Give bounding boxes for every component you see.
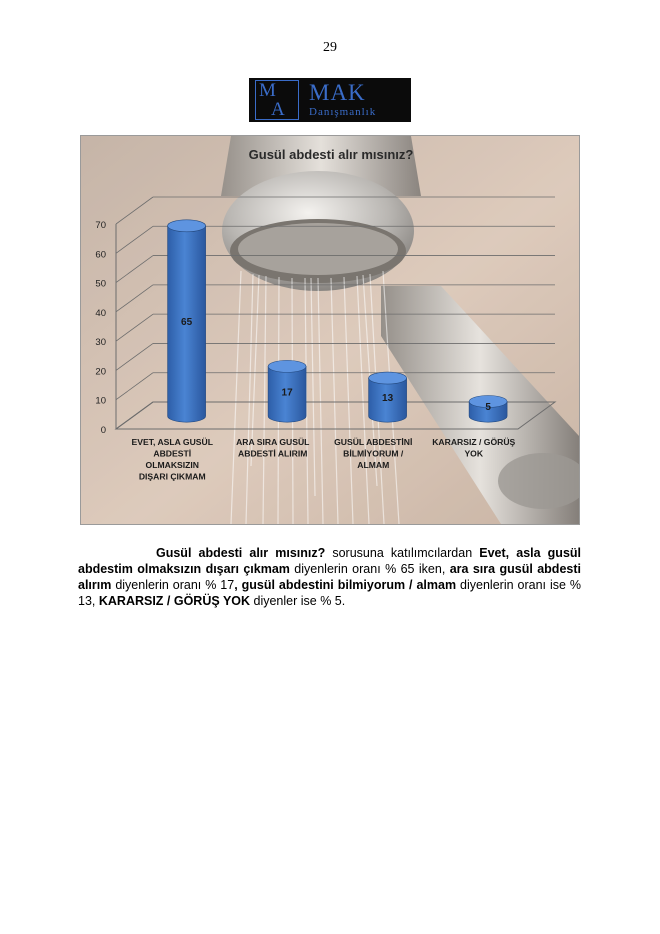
x-category-label: ABDESTİ ALIRIM	[238, 448, 308, 459]
bar	[268, 360, 306, 422]
chart	[80, 135, 580, 525]
page-number: 29	[323, 40, 337, 55]
bar-top	[168, 220, 206, 232]
bar-data-label: 17	[281, 387, 293, 399]
paragraph-segment: , gusül abdestini bilmiyorum / almam	[234, 578, 457, 592]
bar-top	[268, 360, 306, 372]
logo-mark	[255, 80, 299, 120]
x-category-label: KARARSIZ / GÖRÜŞ	[432, 437, 516, 447]
x-category-label: BİLMİYORUM /	[343, 448, 404, 459]
chart-description	[78, 545, 581, 609]
x-category-label: ALMAM	[357, 460, 390, 470]
paragraph-segment: ara sıra gusül abdesti alırım	[78, 562, 581, 592]
paragraph-segment: diyenler ise % 5.	[250, 594, 346, 608]
paragraph-segment: diyenlerin oranı % 17	[111, 578, 235, 592]
paragraph-segment: diyenlerin oranı ise % 13,	[78, 578, 581, 608]
paragraph-segment: sorusuna katılımcılardan	[325, 546, 480, 560]
y-tick-label: 30	[95, 337, 106, 349]
bar-data-label: 65	[181, 316, 193, 328]
y-tick-label: 70	[95, 220, 106, 231]
bar-top	[369, 372, 407, 384]
logo-name: MAK	[309, 80, 366, 105]
bar	[168, 220, 206, 422]
y-tick-label: 40	[95, 307, 106, 319]
x-category-label: DIŞARI ÇIKMAM	[138, 471, 206, 482]
x-category-label: EVET, ASLA GUSÜL	[131, 437, 213, 447]
y-tick-label: 0	[100, 425, 106, 436]
company-logo	[249, 78, 411, 122]
x-category-label: ARA SIRA GUSÜL	[236, 437, 310, 447]
bar-data-label: 13	[382, 393, 394, 405]
bar	[369, 372, 407, 422]
x-category-label: OLMAKSIZIN	[145, 460, 199, 470]
y-tick-label: 60	[95, 249, 106, 261]
x-category-label: YOK	[464, 448, 484, 459]
y-tick-label: 20	[95, 366, 106, 378]
bar	[469, 396, 507, 423]
logo-subtitle: Danışmanlık	[309, 106, 377, 118]
paragraph-segment: diyenlerin oranı % 65 iken,	[289, 562, 450, 576]
y-tick-label: 10	[95, 395, 106, 407]
y-tick-label: 50	[95, 278, 106, 290]
logo-mark-letters: M A	[259, 80, 284, 120]
bar-data-label: 5	[485, 402, 491, 414]
chart-svg	[81, 136, 579, 524]
paragraph-segment: Gusül abdesti alır mısınız?	[156, 546, 326, 560]
paragraph-segment: Evet, asla gusül abdestim olmaksızın dışarı çıkmam	[78, 546, 582, 576]
x-category-label: GUSÜL ABDESTİNİ	[334, 437, 413, 447]
paragraph-segment: KARARSIZ / GÖRÜŞ YOK	[98, 594, 251, 608]
x-category-label: ABDESTİ	[153, 448, 192, 459]
chart-title: Gusül abdesti alır mısınız?	[248, 147, 414, 162]
